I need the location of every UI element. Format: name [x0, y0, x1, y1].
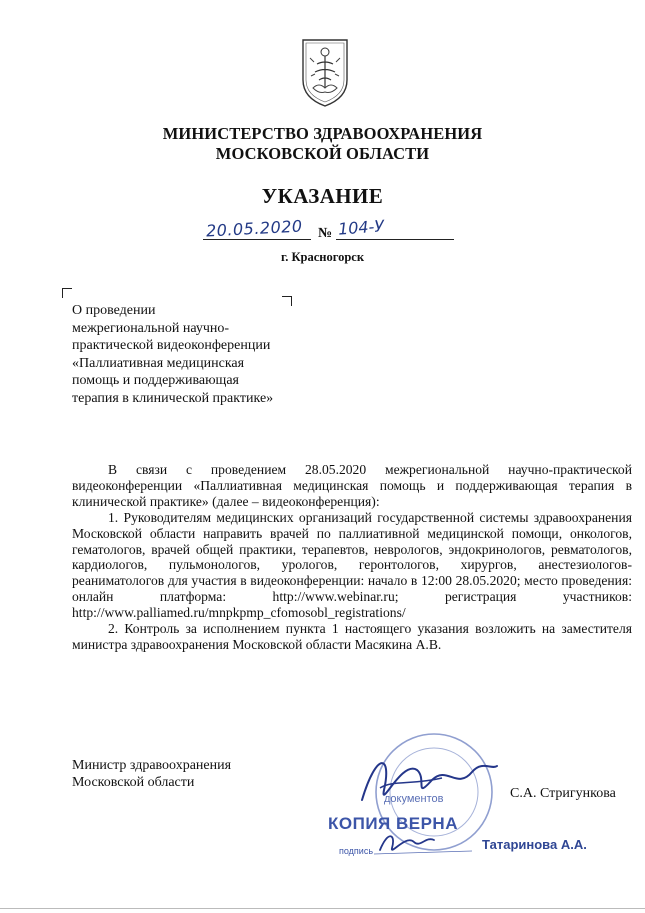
subject-line: терапия в клинической практике»: [72, 390, 274, 406]
handwritten-date: 20.05.2020: [205, 216, 304, 241]
subject-corner-top-left: [62, 288, 72, 298]
subject-line: О проведении: [72, 303, 156, 318]
stamp-signature-label: подпись: [339, 846, 374, 856]
subject-line: «Паллиативная медицинская: [72, 355, 245, 371]
ministry-line1: МИНИСТЕРСТВО ЗДРАВООХРАНЕНИЯ: [162, 124, 483, 143]
subject-block: [72, 302, 312, 407]
ministry-line2: МОСКОВСКОЙ ОБЛАСТИ: [215, 144, 430, 163]
handwritten-number: 104-У: [337, 216, 385, 239]
document-type: УКАЗАНИЕ: [261, 184, 384, 208]
subject-line: помощь и поддерживающая: [72, 373, 239, 388]
signatory-title-line2: Московской области: [72, 775, 195, 790]
date-underline: [203, 239, 311, 240]
body-paragraph-item-1: 1. Руководителям медицинских организаций государственной системы здравоохранения Московской области направить врачей по паллиативной медицинской помощи, онкологов, гематологов, врачей общей практики, терапевтов, неврологов, эндокринологов, ревматологов, кардиологов, пульмонологов, урологов, геронтологов, хирургов, анестезиологов-реаниматологов для участия в видеоконференции: начало в 12:00 28.05.2020; место проведения: онлайн платформа: http://www.webinar.ru; регистрация участников: http://www.palliamed.ru/mnpkpmp_cfomosobl_registrations/: [72, 509, 632, 621]
document-body: [72, 462, 632, 653]
stamp-docs-text: документов: [384, 793, 444, 805]
ministry-name: [0, 124, 645, 164]
signatory-name: С.А. Стригункова: [510, 786, 616, 801]
body-paragraph-intro: В связи с проведением 28.05.2020 межрегиональной научно-практической видеоконференции «Паллиативная медицинская помощь и поддерживающая терапия в клинической практике» (далее – видеоконференция):: [72, 462, 632, 509]
page-bottom-edge: [0, 908, 645, 909]
number-sign: №: [318, 226, 333, 241]
signatory-title-line1: Министр здравоохранения: [72, 758, 232, 773]
subject-line: межрегиональной научно-: [72, 320, 230, 336]
coat-of-arms-emblem: [299, 36, 351, 108]
subject-line: практической видеоконференции: [72, 338, 271, 353]
signatory-title: [72, 757, 231, 791]
body-paragraph-item-2: 2. Контроль за исполнением пункта 1 настоящего указания возложить на заместителя министра здравоохранения Московской области Масякина А.В.: [72, 621, 632, 652]
number-underline: [336, 239, 454, 240]
stamp-copy-verified: КОПИЯ ВЕРНА: [328, 814, 458, 833]
stamp-certifier-name: Татаринова А.А.: [482, 837, 587, 852]
city: г. Красногорск: [280, 250, 365, 264]
